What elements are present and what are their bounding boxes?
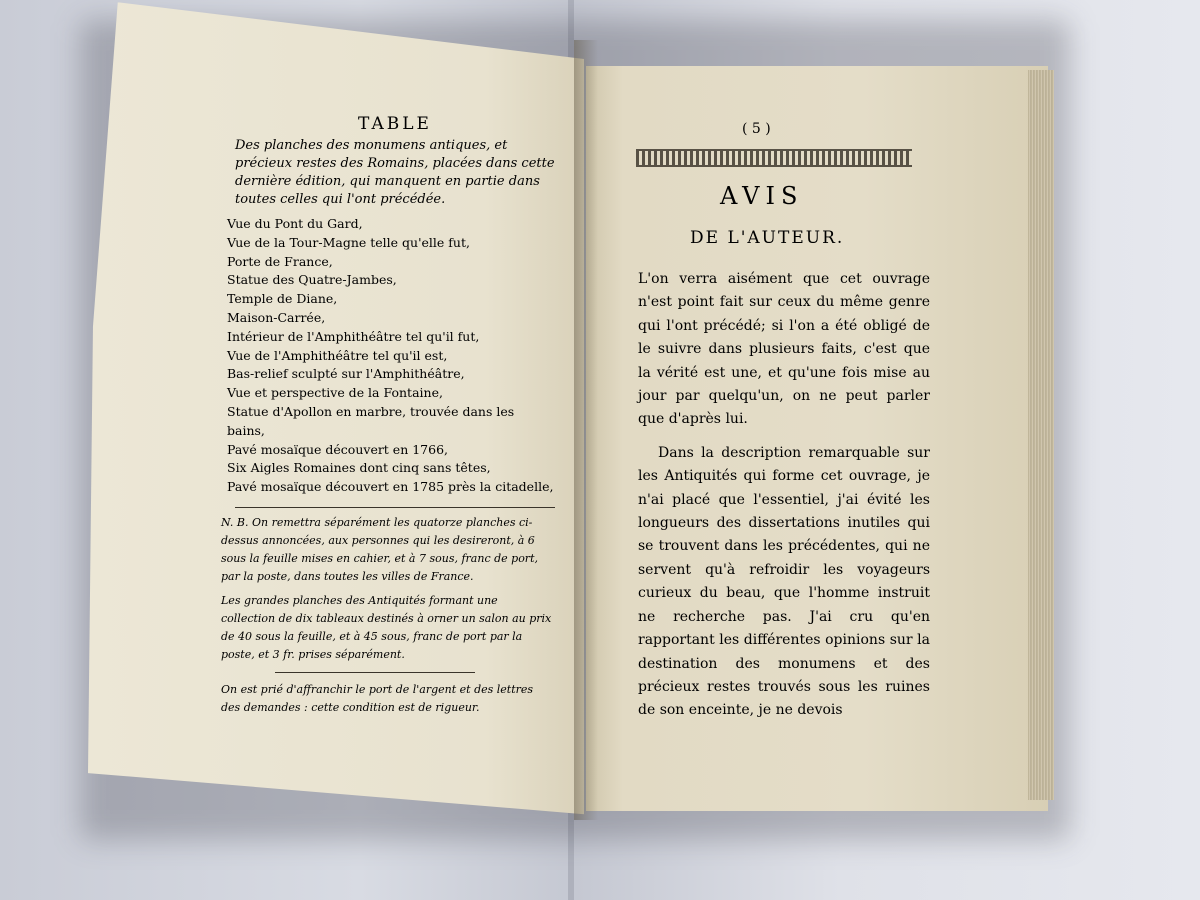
plates-list [227, 215, 555, 497]
right-page-heading: AVIS [720, 182, 804, 210]
plate-item: Porte de France, [227, 253, 333, 269]
plate-item: Statue des Quatre-Jambes, [227, 272, 397, 288]
plate-item: Pavé mosaïque découvert en 1766, [227, 441, 449, 457]
right-page-body [638, 268, 930, 723]
right-page-subheading: DE L'AUTEUR. [690, 228, 845, 248]
book-spine [574, 40, 598, 820]
body-paragraph: L'on verra aisément que cet ouvrage n'est point fait sur ceux du même genre qui l'ont précédé; si l'on a été obligé de le suivre dans plusieurs faits, c'est que la vérité est une, et qu'une fois mise au jour par quelqu'un, on ne peut parler que d'après lui. [638, 271, 930, 428]
plate-item: Pavé mosaïque découvert en 1785 près la citadelle, [227, 479, 554, 495]
large-plates-note: Les grandes planches des Antiquités formant une collection de dix tableaux destinés à orner un salon au prix de 40 sous la feuille, et à 45 sous, franc de port par la poste, et 3 fr. prises séparément. [221, 593, 552, 661]
divider-rule [235, 507, 555, 508]
page-number: ( 5 ) [742, 121, 771, 137]
ornamental-band [636, 149, 912, 167]
plate-item: Statue d'Apollon en marbre, trouvée dans les bains, [227, 403, 515, 438]
page-edges [1028, 70, 1054, 800]
divider-rule-short [275, 672, 475, 673]
postage-note: On est prié d'affranchir le port de l'argent et des lettres des demandes : cette condition est de rigueur. [221, 682, 534, 714]
plate-item: Temple de Diane, [227, 291, 338, 307]
nota-bene-note: N. B. On remettra séparément les quatorze planches ci-dessus annoncées, aux personnes qui les desireront, à 6 sous la feuille mises en cahier, et à 7 sous, franc de port, par la poste, dans toutes les villes de France. [221, 515, 538, 583]
plate-item: Six Aigles Romaines dont cinq sans têtes, [227, 460, 491, 476]
left-page-heading: TABLE [358, 114, 432, 134]
left-page-subheading: Des planches des monumens antiques, et précieux restes des Romains, placées dans cette dernière édition, qui manquent en partie dans toutes celles qui l'ont précédée. [235, 138, 555, 207]
plate-item: Maison-Carrée, [227, 309, 326, 325]
plate-item: Vue du Pont du Gard, [227, 216, 363, 231]
body-paragraph: Dans la description remarquable sur les Antiquités qui forme cet ouvrage, je n'ai placé que l'essentiel, j'ai évité les longueurs des dissertations inutiles qui se trouvent dans les précédentes, qui ne servent qu'à refroidir les voyageurs curieux du beau, que l'homme instruit ne recherche pas. J'ai cru qu'en rapportant les différentes opinions sur la destination des monumens et des précieux restes trouvés sous les ruines de son enceinte, je ne devois [638, 444, 930, 719]
plate-item: Vue et perspective de la Fontaine, [227, 385, 443, 401]
left-page-text [221, 114, 555, 717]
plate-item: Bas-relief sculpté sur l'Amphithéâtre, [227, 366, 465, 382]
plate-item: Vue de la Tour-Magne telle qu'elle fut, [227, 234, 470, 250]
plate-item: Intérieur de l'Amphithéâtre tel qu'il fut, [227, 328, 480, 344]
plate-item: Vue de l'Amphithéâtre tel qu'il est, [227, 347, 448, 363]
